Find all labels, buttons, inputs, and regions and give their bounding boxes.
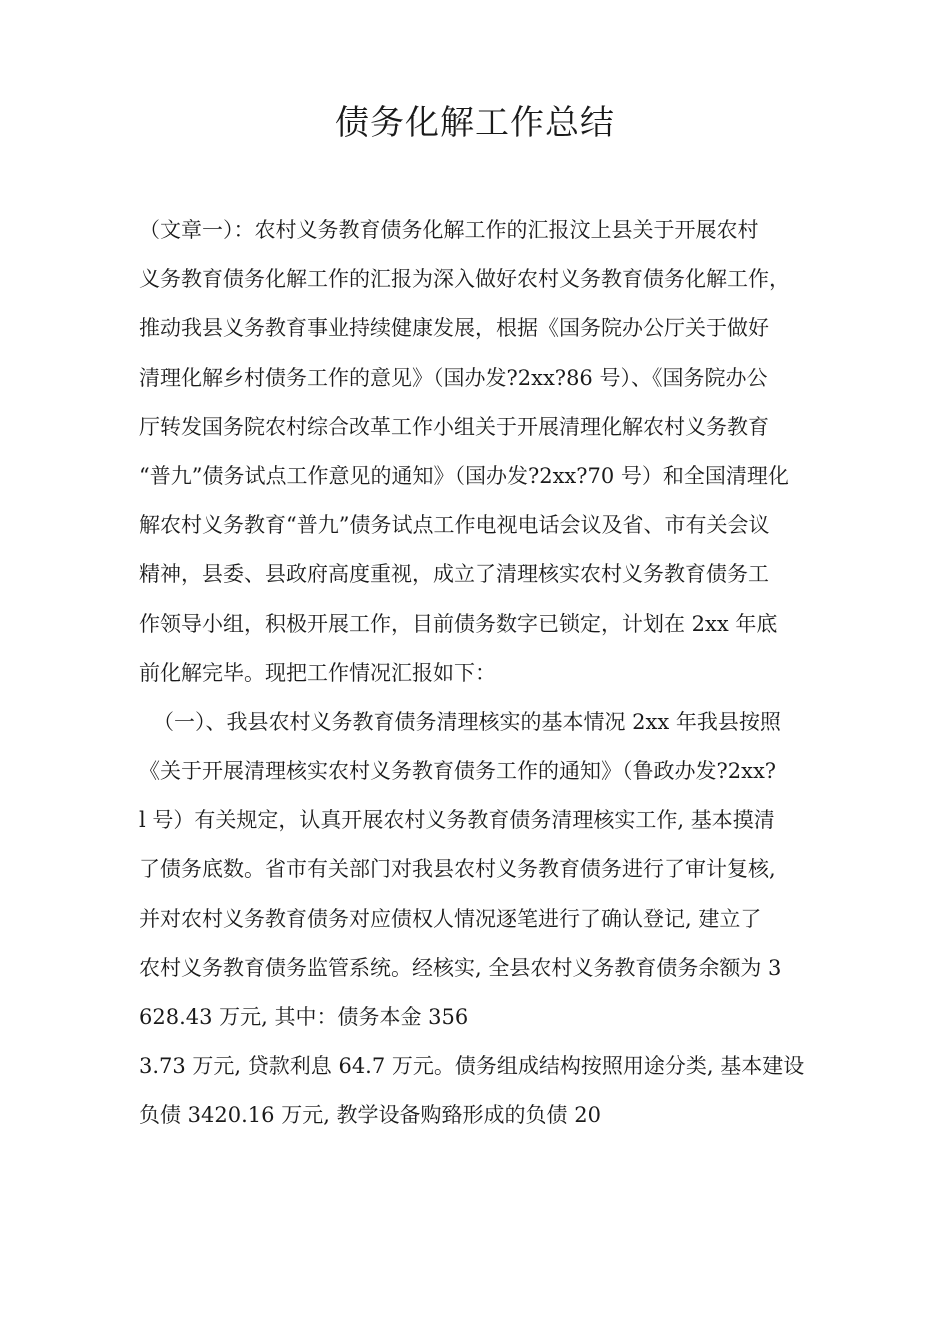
body-line: 厅转发国务院农村综合改革工作小组关于开展清理化解农村义务教育 bbox=[139, 414, 769, 439]
body-line: 清理化解乡村债务工作的意见》（国办发?2xx?86 号）、《国务院办公 bbox=[139, 365, 768, 390]
body-line: 农村义务教育债务监管系统。经核实, 全县农村义务教育债务余额为 3 bbox=[139, 955, 782, 980]
body-line: 义务教育债务化解工作的汇报为深入做好农村义务教育债务化解工作， bbox=[139, 267, 790, 292]
document-title: 债务化解工作总结 bbox=[335, 103, 615, 143]
body-line: 精神，县委、县政府高度重视，成立了清理核实农村义务教育债务工 bbox=[139, 562, 769, 587]
body-line: 了债务底数。省市有关部门对我县农村义务教育债务进行了审计复核, bbox=[139, 857, 776, 882]
body-line: “普九”债务试点工作意见的通知》（国办发?2xx?70 号）和全国清理化 bbox=[139, 463, 789, 488]
body-line: （文章一）：农村义务教育债务化解工作的汇报汶上县关于开展农村 bbox=[139, 218, 759, 242]
body-line: 3.73 万元, 贷款利息 64.7 万元。债务组成结构按照用途分类, 基本建设 bbox=[139, 1054, 805, 1079]
body-line: 前化解完毕。现把工作情况汇报如下： bbox=[139, 660, 496, 685]
body-line: 作领导小组，积极开展工作，目前债务数字已锁定，计划在 2xx 年底 bbox=[139, 611, 778, 636]
body-line: 推动我县义务教育事业持续健康发展，根据《国务院办公厅关于做好 bbox=[139, 316, 769, 341]
body-line: 《关于开展清理核实农村义务教育债务工作的通知》（鲁政办发?2xx? bbox=[139, 759, 777, 784]
body-line: l 号）有关规定，认真开展农村义务教育债务清理核实工作, 基本摸清 bbox=[139, 808, 775, 833]
body-line: 解农村义务教育“普九”债务试点工作电视电话会议及省、市有关会议 bbox=[139, 513, 770, 538]
document-body bbox=[139, 206, 829, 1141]
body-line: 628.43 万元, 其中：债务本金 356 bbox=[139, 1005, 469, 1029]
body-line: 并对农村义务教育债务对应债权人情况逐笔进行了确认登记, 建立了 bbox=[139, 906, 762, 931]
body-line: 负债 3420.16 万元, 教学设备购臵形成的负债 20 bbox=[139, 1103, 601, 1128]
section-heading-line: （一）、我县农村义务教育债务清理核实的基本情况 2xx 年我县按照 bbox=[153, 709, 781, 734]
